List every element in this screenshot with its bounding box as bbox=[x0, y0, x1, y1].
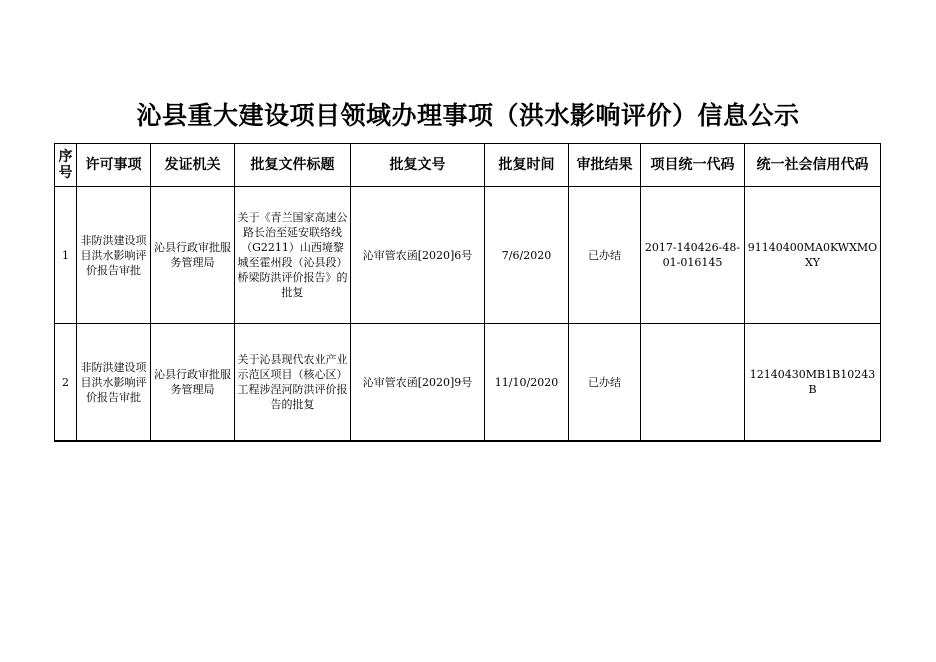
header-result: 审批结果 bbox=[569, 144, 641, 187]
cell-doc-no: 沁审管农函[2020]6号 bbox=[351, 187, 485, 324]
table-header-row bbox=[55, 144, 881, 187]
cell-authority: 沁县行政审批服务管理局 bbox=[151, 187, 235, 324]
cell-date: 11/10/2020 bbox=[485, 324, 569, 442]
page-title: 沁县重大建设项目领域办理事项（洪水影响评价）信息公示 bbox=[136, 101, 800, 130]
header-date: 批复时间 bbox=[485, 144, 569, 187]
cell-item: 非防洪建设项目洪水影响评价报告审批 bbox=[77, 187, 151, 324]
cell-no: 2 bbox=[55, 324, 77, 442]
header-project-code: 项目统一代码 bbox=[641, 144, 745, 187]
header-doc-title: 批复文件标题 bbox=[235, 144, 351, 187]
table-row bbox=[55, 187, 881, 324]
header-item: 许可事项 bbox=[77, 144, 151, 187]
cell-doc-title: 关于《青兰国家高速公路长治至延安联络线（G2211）山西境黎城至霍州段（沁县段）桥梁防洪评价报告》的批复 bbox=[235, 187, 351, 324]
cell-credit-code: 12140430MB1B10243B bbox=[745, 324, 881, 442]
cell-project-code bbox=[641, 324, 745, 442]
cell-doc-title: 关于沁县现代农业产业示范区项目（核心区）工程涉涅河防洪评价报告的批复 bbox=[235, 324, 351, 442]
cell-result: 已办结 bbox=[569, 324, 641, 442]
info-table bbox=[54, 143, 881, 442]
cell-item: 非防洪建设项目洪水影响评价报告审批 bbox=[77, 324, 151, 442]
header-no: 序号 bbox=[55, 144, 77, 187]
header-credit-code: 统一社会信用代码 bbox=[745, 144, 881, 187]
cell-project-code: 2017-140426-48-01-016145 bbox=[641, 187, 745, 324]
table-row bbox=[55, 324, 881, 442]
cell-result: 已办结 bbox=[569, 187, 641, 324]
cell-credit-code: 91140400MA0KWXMOXY bbox=[745, 187, 881, 324]
header-doc-no: 批复文号 bbox=[351, 144, 485, 187]
cell-date: 7/6/2020 bbox=[485, 187, 569, 324]
cell-doc-no: 沁审管农函[2020]9号 bbox=[351, 324, 485, 442]
header-authority: 发证机关 bbox=[151, 144, 235, 187]
cell-authority: 沁县行政审批服务管理局 bbox=[151, 324, 235, 442]
cell-no: 1 bbox=[55, 187, 77, 324]
